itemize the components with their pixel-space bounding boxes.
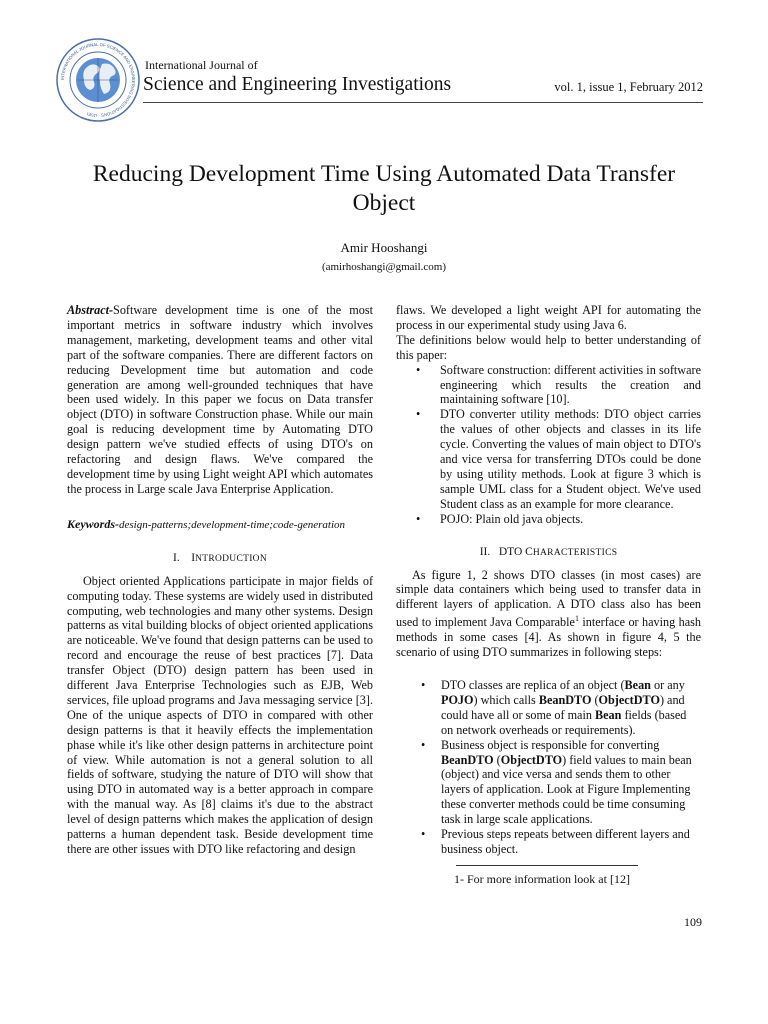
list-item: • Business object is responsible for converting BeanDTO (ObjectDTO) field values to main bean (object) and vice versa and sends them to other layers of application. Look at Figure Implementing these converter methods could be time consuming task in large scale applications. — [421, 737, 692, 827]
journal-volume: vol. 1, issue 1, February 2012 — [554, 80, 703, 94]
right-intro: flaws. We developed a light weight API for automating the process in our experimental study using Java 6. — [396, 303, 701, 332]
steps-list — [396, 678, 701, 857]
section-title-initial: I — [191, 551, 196, 564]
paper-title: Reducing Development Time Using Automated Data Transfer Object — [92, 161, 676, 216]
introduction-text: Object oriented Applications participate in major fields of computing today. These systems are widely used in distributed computing, web technologies and many other systems. Design patterns as vital building blocks of object oriented applications are noticeable. We've found that design patterns can be used to record and encourage the reuse of best practices [7]. Data transfer Object (DTO) design pattern has been used in different Java Enterprise Technologies such as EJB, Web services, file upload programs and Java messaging service [3]. One of the unique aspects of DTO in compared with other design patterns is that it heavily effects the implementation phase while it's like other design patterns in architecture point of view. While automation is not a general solution to all fields of software, studying the nature of DTO will show that using DTO in automated way is a better approach in compare with the manual way. As [8] claims it's due to the abstract level of design patterns which makes the application of design patterns a human dependent task. Beside development time there are other issues with DTO like refactoring and design — [67, 573, 373, 856]
section-title-rest: NTRODUCTION — [195, 553, 267, 564]
list-item: • DTO classes are replica of an object (Bean or any POJO) which calls BeanDTO (ObjectDTO) and could have all or some of main Bean fields (based on network overheads or requirements). — [421, 678, 687, 737]
left-column — [67, 303, 373, 857]
section-heading-introduction — [67, 551, 373, 567]
journal-name-line2: Science and Engineering Investigations — [143, 74, 452, 95]
bullet-icon: • — [416, 407, 421, 422]
section-number: I. — [173, 551, 180, 564]
list-item: • Previous steps repeats between different layers and business object. — [421, 827, 690, 856]
footnote-rule — [456, 865, 638, 866]
logo-ring-text: INTERNATIONAL JOURNAL OF SCIENCE AND ENGINEERING INVESTIGATIONS · IJSEI — [59, 41, 137, 119]
definitions-list — [396, 363, 701, 527]
section-number: II. — [479, 545, 491, 558]
right-column — [396, 303, 701, 887]
list-item: • Software construction: different activities in software engineering which results the creation and maintaining software [10]. — [416, 362, 701, 407]
abstract-label: Abstract- — [67, 303, 114, 317]
globe-seal-icon — [76, 58, 120, 102]
keywords-label: Keywords- — [67, 516, 119, 531]
journal-logo — [56, 38, 140, 122]
footnote-marker: 1 — [574, 614, 579, 624]
author-name: Amir Hooshangi — [340, 240, 428, 255]
journal-name-line1: International Journal of — [145, 58, 258, 72]
dto-characteristics-text: As figure 1, 2 shows DTO classes (in most cases) are simple data containers which being used to transfer data in different layers of application. A DTO class also has been used to implement Java Comparable$^1$ interface or having hash methods in some cases [4]. As shown in figure 4, 5 the scenario of using DTO summarizes in following steps: — [396, 567, 701, 660]
bullet-icon: • — [421, 827, 426, 842]
bullet-icon: • — [416, 511, 421, 526]
abstract-text: Software development time is one of the most important metrics in software industry which involves management, marketing, development teams and other vital part of the software companies. There are different factors on reducing Development time but automation and code generation are among well-grounded techniques that have been used widely. In this paper we focus on Data transfer object (DTO) in software Construction phase. While our main goal is reducing development time by Automating DTO design pattern we've studied effects of using DTO's on refactoring and design flaws. We've compared the development time by using Light weight API which automates the process in Large scale Java Enterprise Application. — [67, 303, 373, 496]
footnote: 1- For more information look at [12] — [454, 871, 630, 886]
bullet-icon: • — [421, 678, 426, 692]
section-title-initial: DTO C — [498, 545, 533, 558]
author-email: (amirhoshangi@gmail.com) — [321, 261, 447, 273]
keywords-text: design-patterns;development-time;code-generation — [119, 518, 346, 531]
section-heading-dto-characteristics — [396, 545, 701, 561]
page-number: 109 — [684, 915, 702, 929]
definitions-lead: The definitions below would help to better understanding of this paper: — [396, 332, 701, 362]
list-item: • POJO: Plain old java objects. — [416, 511, 584, 526]
keywords — [67, 517, 373, 533]
list-item: • DTO converter utility methods: DTO object carries the values of other objects and classes in its life cycle. Converting the values of main object to DTO's and vice versa for transferring DTOs could be done by using utility methods. Look at figure 3 which is sample UML class for a Student object. We've used Student class as an example for more clearance. — [416, 407, 701, 511]
bullet-icon: • — [416, 362, 421, 377]
bullet-icon: • — [421, 737, 426, 752]
header-rule — [143, 102, 703, 103]
section-title-rest: HARACTERISTICS — [532, 547, 618, 558]
abstract — [67, 303, 373, 497]
